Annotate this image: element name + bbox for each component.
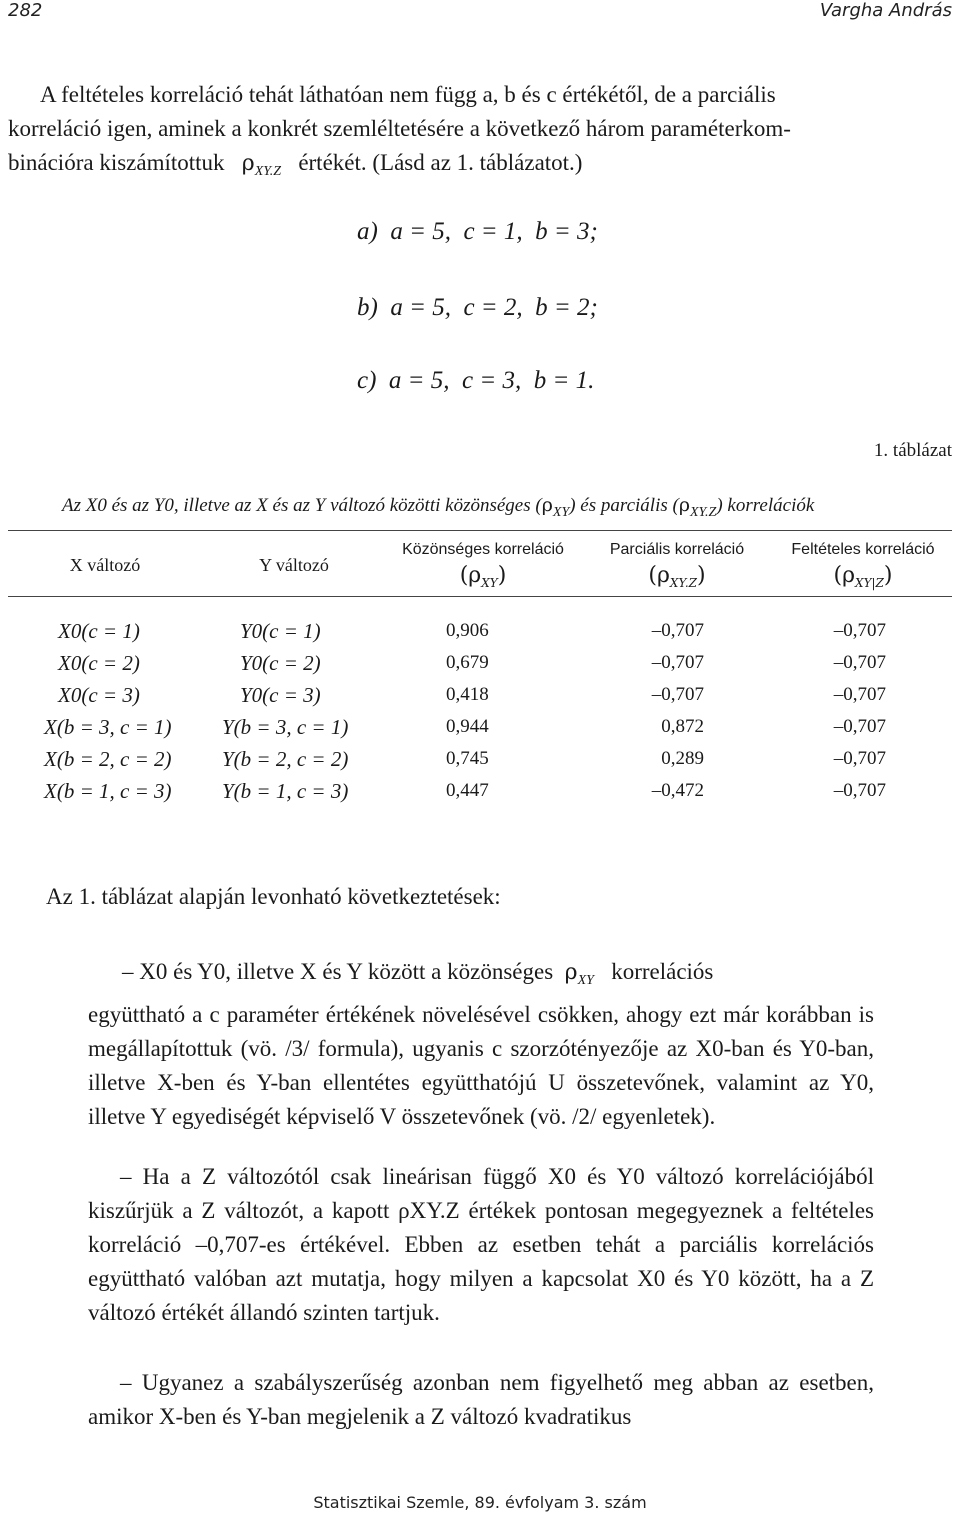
bullet-1-rho: ρ <box>564 960 578 985</box>
cell-x: X(b = 3, c = 1) <box>44 714 172 739</box>
header-y-variable: Y változó <box>202 531 386 597</box>
bullet-1-rho-subscript: XY <box>577 973 594 988</box>
running-author: Vargha András <box>819 0 952 21</box>
cell-common: 0,679 <box>446 652 489 673</box>
intro-line-3 <box>8 146 952 189</box>
cell-partial: –0,707 <box>651 652 704 673</box>
table-row <box>8 711 952 743</box>
caption-sub-2: XY.Z <box>690 505 717 520</box>
case-a <box>357 218 598 246</box>
cell-conditional: –0,707 <box>833 620 886 641</box>
bullet-1-first-line <box>88 955 874 998</box>
case-c <box>357 367 594 395</box>
journal-footer: Statisztikai Szemle, 89. évfolyam 3. szám <box>313 1493 647 1512</box>
cell-x: X0(c = 1) <box>58 618 140 643</box>
cell-x: X(b = 2, c = 2) <box>44 746 172 771</box>
intro-line-2: korreláció igen, aminek a konkrét szemléltetésére a következő három paraméterkom- <box>8 116 791 141</box>
cell-y: Y0(c = 2) <box>240 650 321 675</box>
case-expression: a = 5, c = 1, b = 3; <box>390 218 598 245</box>
bullet-1-pre: – X0 és Y0, illetve X és Y között a közönséges <box>122 959 554 984</box>
cell-y: Y0(c = 1) <box>240 618 321 643</box>
cell-y: Y(b = 3, c = 1) <box>222 714 349 739</box>
cell-x: X(b = 1, c = 3) <box>44 778 172 803</box>
case-expression: a = 5, c = 3, b = 1. <box>388 367 595 394</box>
intro-paragraph <box>8 78 952 189</box>
table-caption <box>62 494 814 521</box>
table-row <box>8 775 952 807</box>
cell-common: 0,944 <box>446 716 489 737</box>
cell-common: 0,447 <box>446 780 489 801</box>
cell-common: 0,418 <box>446 684 489 705</box>
caption-post: ) korrelációk <box>716 495 815 516</box>
cell-conditional: –0,707 <box>833 684 886 705</box>
caption-mid: ) és parciális ( <box>569 495 679 516</box>
cell-conditional: –0,707 <box>833 652 886 673</box>
table-number: 1. táblázat <box>873 440 952 461</box>
cell-partial: –0,472 <box>651 780 704 801</box>
cell-conditional: –0,707 <box>833 748 886 769</box>
cell-conditional: –0,707 <box>833 780 886 801</box>
case-b <box>357 294 598 322</box>
intro-line-3-pre: binációra kiszámítottuk <box>8 150 225 175</box>
bullet-1-post: korrelációs <box>611 959 714 984</box>
header-common-correlation: Közönséges korreláció $(\rho_{XY})$ <box>386 531 580 597</box>
conclusion-bullet-3: – Ugyanez a szabályszerűség azonban nem figyelhető meg abban az esetben, amikor X-ben és Y-ban megjelenik a Z változó kvadratikus <box>88 1370 874 1429</box>
caption-pre: Az X0 és az Y0, illetve az X és az Y változó közötti közönséges ( <box>62 495 542 516</box>
caption-rho-1: ρ <box>541 494 553 516</box>
cell-y: Y0(c = 3) <box>240 682 321 707</box>
rho-symbol: ρ <box>241 151 255 176</box>
case-label: a) <box>357 218 378 245</box>
cell-partial: –0,707 <box>651 620 704 641</box>
rho-subscript: XY.Z <box>254 164 282 179</box>
conclusion-bullet-1 <box>88 955 874 1134</box>
cell-partial: 0,289 <box>661 748 704 769</box>
correlation-table <box>8 530 952 807</box>
table-header-row <box>8 531 952 597</box>
page-number: 282 <box>8 0 43 21</box>
bullet-1-text: együttható a c paraméter értékének növelésével csökken, ahogy ezt már korábban is megállapítottuk (vö. /3/ formula), ugyanis c szorzótényezője az X0-ban és Y0-ban, illetve X-ben és Y-ban ellentétes együtthatójú U összetevőnek, valamint az Y0, illetve Y egyediségét képviselő V összetevőnek (vö. /2/ egyenletek). <box>88 1002 874 1129</box>
cell-partial: –0,707 <box>651 684 704 705</box>
cell-conditional: –0,707 <box>833 716 886 737</box>
case-label: b) <box>357 294 378 321</box>
table-row <box>8 743 952 775</box>
table-row <box>8 647 952 679</box>
table-row <box>8 679 952 711</box>
conclusions-title: Az 1. táblázat alapján levonható következtetések: <box>46 884 501 909</box>
case-expression: a = 5, c = 2, b = 2; <box>390 294 598 321</box>
cell-x: X0(c = 2) <box>58 650 140 675</box>
cell-common: 0,745 <box>446 748 489 769</box>
table-row <box>8 597 952 648</box>
case-label: c) <box>357 367 377 394</box>
intro-line-1: A feltételes korreláció tehát láthatóan nem függ a, b és c értékétől, de a parciális <box>40 82 776 107</box>
header-conditional-correlation: Feltételes korreláció $(\rho_{XY|Z})$ <box>774 531 952 597</box>
caption-rho-2: ρ <box>678 494 690 516</box>
caption-sub-1: XY <box>552 505 570 520</box>
cell-common: 0,906 <box>446 620 489 641</box>
cell-y: Y(b = 2, c = 2) <box>222 746 349 771</box>
cell-y: Y(b = 1, c = 3) <box>222 778 349 803</box>
cell-x: X0(c = 3) <box>58 682 140 707</box>
header-partial-correlation: Parciális korreláció $(\rho_{XY.Z})$ <box>580 531 774 597</box>
header-x-variable: X változó <box>8 531 202 597</box>
conclusion-bullet-2: – Ha a Z változótól csak lineárisan függő X0 és Y0 változó korrelációjából kiszűrjük a Z változót, a kapott ρXY.Z értékek pontosan megegyeznek a feltételes korreláció –0,707-es értékével. Ebben az esetben tehát a parciális korrelációs együttható valóban azt mutatja, hogy milyen a kapcsolat X0 és Y0 között, ha a Z változó értékét állandó szinten tartjuk. <box>88 1164 874 1325</box>
cell-partial: 0,872 <box>661 716 704 737</box>
intro-line-3-post: értékét. (Lásd az 1. táblázatot.) <box>298 150 583 175</box>
